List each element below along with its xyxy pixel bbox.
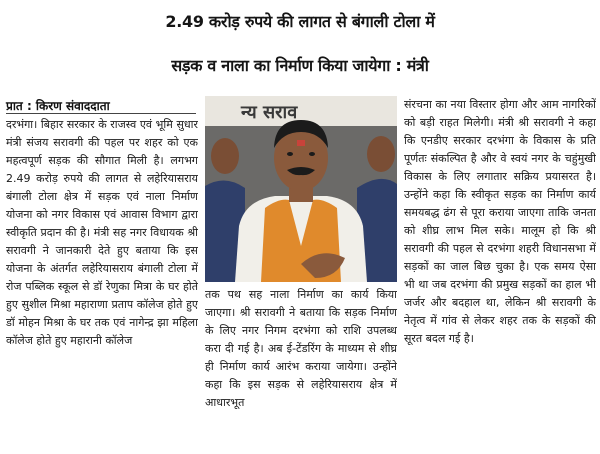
subject-tilak: [297, 140, 305, 146]
subject-right-eye: [309, 152, 315, 156]
background-person-right-head: [367, 136, 395, 172]
column-1-text: दरभंगा। बिहार सरकार के राजस्व एवं भूमि सुधार मंत्री संजय सरावगी की पहल पर शहर को एक महत्वपूर्ण सड़क की सौगात मिली है। लगभग 2.49 करोड़ रुपये की लागत से लहेरियासराय बंगाली टोला क्षेत्र में सड़क एवं नाला निर्माण योजना को नगर विकास एवं आवास विभाग द्वारा स्वीकृति प्रदान की है। मंत्री सह नगर विधायक श्री सरावगी ने जानकारी देते हुए बताया कि इस योजना के अंतर्गत लहेरियासराय बंगाली टोला में रोज पब्लिक स्कूल से डॉ रेणुका मित्रा के घर होते हुए सुशील मिश्रा महाराणा प्रताप कॉलेज होते हुए डॉ मोहन मिश्रा के घर तक एवं नागेन्द्र झा महिला कॉलेज होते हुए महारानी कॉलेज: [6, 118, 198, 347]
minister-photo-illustration: [205, 96, 397, 282]
headline-line-2: सड़क व नाला का निर्माण किया जायेगा : मंत्री: [171, 56, 429, 75]
column-3-text: संरचना का नया विस्तार होगा और आम नागरिकों को बड़ी राहत मिलेगी। मंत्री श्री सरावगी ने कहा कि एनडीए सरकार दरभंगा के विकास के प्रति पूर्णतः संकल्पित है और वे स्वयं नगर के चहुंमुखी विकास के लिए लगातार सक्रिय प्रयासरत है। उन्होंने कहा कि स्वीकृत सड़क का निर्माण कार्य समयबद्ध ढंग से पूरा कराया जाएगा ताकि जनता को शीघ्र लाभ मिल सके। मालूम हो कि श्री सरावगी की पहल से दरभंगा शहरी विधानसभा में सड़कों का जाल बिछ चुका है। एक समय ऐसा भी था जब दरभंगा की प्रमुख सड़कों का हाल भी जर्जर और बदहाल था, लेकिन श्री सरावगी के नेतृत्व में गांव से लेकर शहर तक के सड़कों की सूरत बदल गई है।: [404, 98, 596, 345]
byline-divider: [6, 113, 196, 114]
byline: प्रात : किरण संवाददाता: [6, 99, 110, 113]
headline-line-1: 2.49 करोड़ रुपये की लागत से बंगाली टोला में: [165, 12, 435, 31]
article-column-2: [205, 286, 397, 454]
article-column-1: [6, 116, 198, 454]
minister-photo: [205, 96, 397, 282]
article-column-3: [404, 96, 596, 454]
column-2-text: तक पथ सह नाला निर्माण का कार्य किया जाएगा। श्री सरावगी ने बताया कि सड़क निर्माण के लिए नगर निगम दरभंगा को राशि उपलब्ध करा दी गई है। अब ई-टेंडरिंग के माध्यम से शीघ्र ही निर्माण कार्य आरंभ कराया जायेगा। उन्होंने कहा कि इस सड़क से लहेरियासराय क्षेत्र में आधारभूत: [205, 288, 397, 409]
subject-left-eye: [287, 152, 293, 156]
photo-banner-text: न्य सराव: [241, 102, 298, 123]
background-person-left-head: [211, 138, 239, 174]
